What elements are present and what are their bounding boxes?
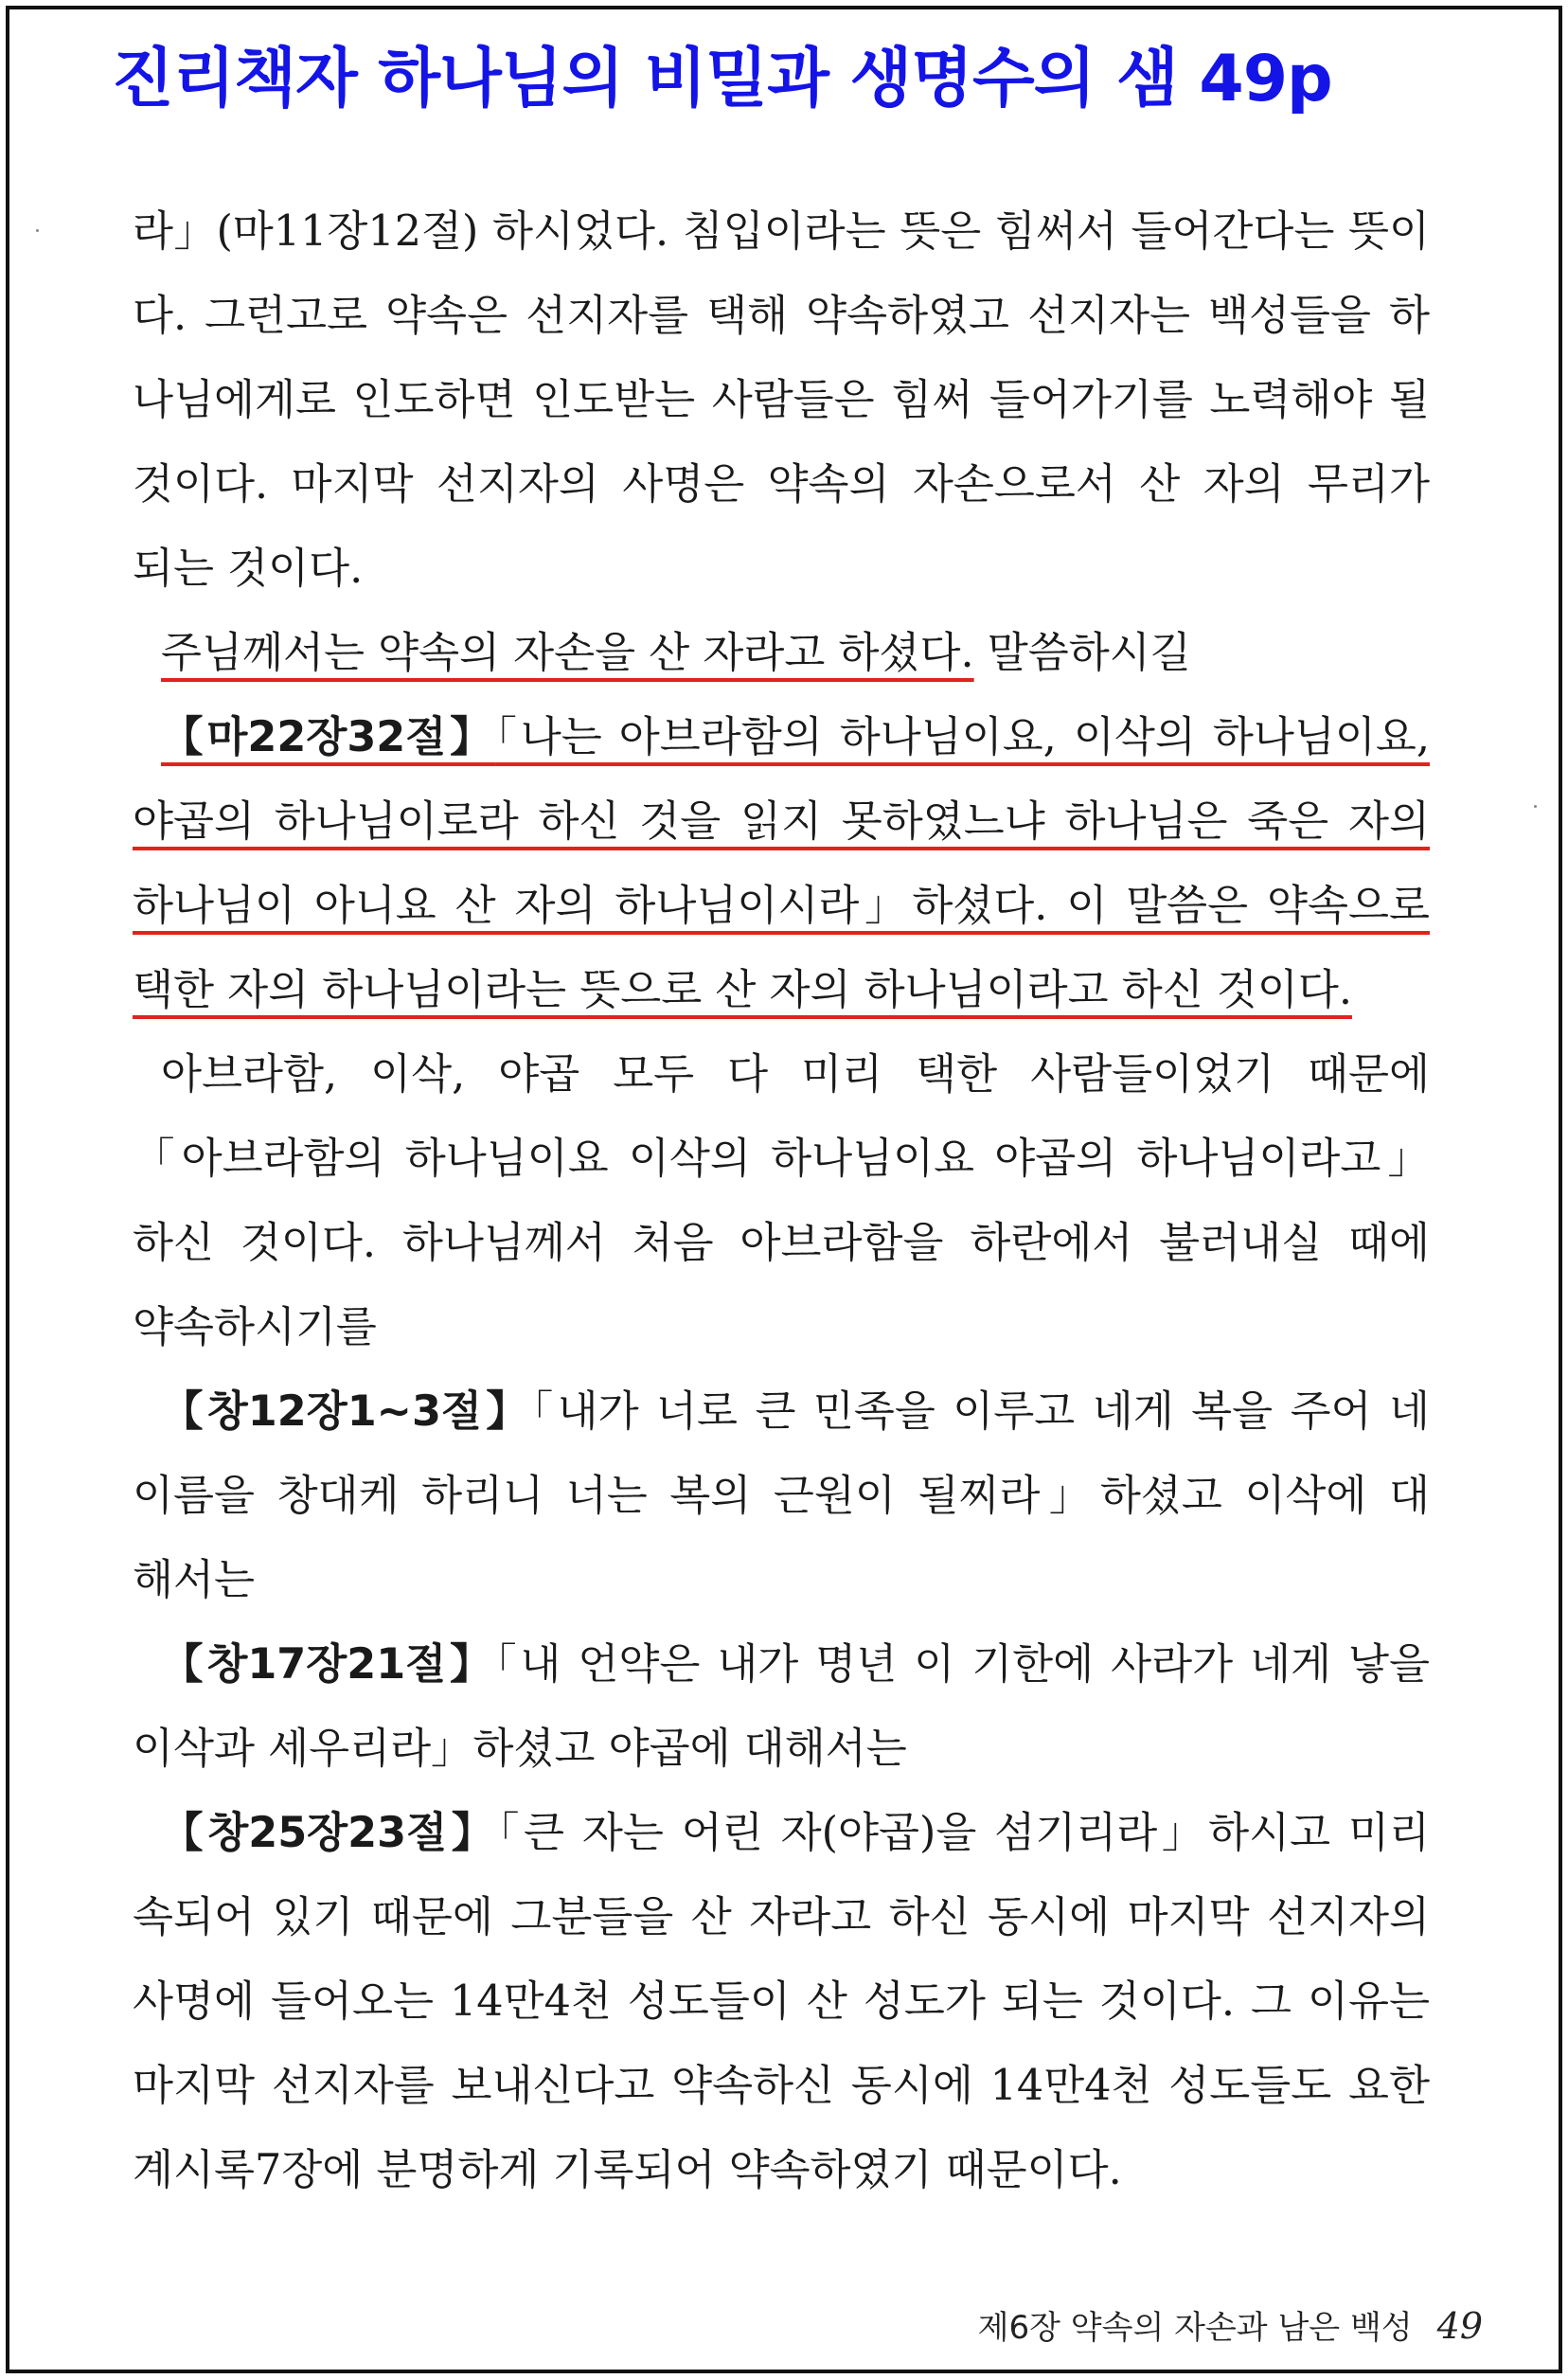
footer-page-number: 49 bbox=[1436, 2305, 1483, 2347]
underlined-line: 택한 자의 하나님이라는 뜻으로 산 자의 하나님이라고 하신 것이다. bbox=[133, 966, 1352, 1014]
text-line-2: 다. 그런고로 약속은 선지자를 택해 약속하였고 선지자는 백성들을 하 bbox=[133, 292, 1430, 340]
text-line-19: 이삭과 세우리라」하셨고 야곱에 대해서는 bbox=[133, 1725, 907, 1773]
text-line-21: 속되어 있기 때문에 그분들을 산 자라고 하신 동시에 마지막 선지자의 bbox=[133, 1893, 1430, 1941]
text-line-15 bbox=[133, 1369, 1430, 1454]
text-line-3: 나님에게로 인도하면 인도받는 사람들은 힘써 들어가기를 노력해야 될 bbox=[133, 376, 1430, 424]
verse-reference: 【창17장21절】 bbox=[161, 1640, 496, 1689]
verse-reference: 【창12장1~3절】 bbox=[161, 1387, 533, 1436]
text-line-6-rest: 말씀하시길 bbox=[973, 629, 1191, 677]
text-line-8 bbox=[133, 779, 1430, 864]
text-line-14: 약속하시기를 bbox=[133, 1303, 377, 1351]
text-line-18 bbox=[133, 1622, 1430, 1707]
body-text bbox=[133, 189, 1430, 2212]
text-line-11: 아브라함, 이삭, 야곱 모두 다 미리 택한 사람들이었기 때문에 bbox=[161, 1050, 1430, 1099]
verse-block-underlined bbox=[161, 713, 1430, 761]
text-line-24: 계시록7장에 분명하게 기록되어 약속하였기 때문이다. bbox=[133, 2146, 1122, 2194]
footer-chapter-title: 제6장 약속의 자손과 남은 백성 bbox=[977, 2309, 1413, 2347]
text-line-10 bbox=[133, 948, 1430, 1032]
text-line-16: 이름을 창대케 하리니 너는 복의 근원이 될찌라」하셨고 이삭에 대 bbox=[133, 1472, 1430, 1520]
scan-speck bbox=[1534, 805, 1537, 808]
verse-text: 「내가 너로 큰 민족을 이루고 네게 복을 주어 네 bbox=[532, 1387, 1430, 1436]
page-footer bbox=[978, 2301, 1483, 2348]
underlined-line: 하나님이 아니요 산 자의 하나님이시라」하셨다. 이 말씀은 약속으로 bbox=[133, 882, 1430, 930]
underlined-phrase: 주님께서는 약속의 자손을 산 자라고 하셨다. bbox=[161, 629, 974, 677]
text-line-23: 마지막 선지자를 보내신다고 약속하신 동시에 14만4천 성도들도 요한 bbox=[133, 2062, 1430, 2110]
text-line-7 bbox=[133, 695, 1430, 779]
verse-reference: 【창25장23절】 bbox=[161, 1809, 499, 1857]
verse-text: 「나는 아브라함의 하나님이요, 이삭의 하나님이요, bbox=[495, 713, 1430, 761]
text-line-13: 하신 것이다. 하나님께서 처음 아브라함을 하란에서 불러내실 때에 bbox=[133, 1219, 1430, 1267]
text-line-12: 「아브라함의 하나님이요 이삭의 하나님이요 야곱의 하나님이라고」 bbox=[133, 1135, 1430, 1183]
text-line-22: 사명에 들어오는 14만4천 성도들이 산 성도가 되는 것이다. 그 이유는 bbox=[133, 1977, 1430, 2026]
page-title: 진리책자 하나님의 비밀과 생명수의 샘 49p bbox=[112, 42, 1332, 116]
verse-text: 「큰 자는 어린 자(야곱)을 섬기리라」하시고 미리 bbox=[498, 1809, 1430, 1857]
page-frame bbox=[6, 6, 1562, 2373]
scan-speck bbox=[36, 229, 39, 232]
underlined-line: 야곱의 하나님이로라 하신 것을 읽지 못하였느냐 하나님은 죽은 자의 bbox=[133, 797, 1430, 846]
text-line-20 bbox=[133, 1791, 1430, 1875]
text-line-17: 해서는 bbox=[133, 1556, 255, 1604]
verse-reference: 【마22장32절】 bbox=[161, 713, 496, 761]
text-line-6 bbox=[133, 611, 1430, 695]
text-line-5: 되는 것이다. bbox=[133, 545, 364, 593]
text-line-9 bbox=[133, 864, 1430, 948]
verse-text: 「내 언약은 내가 명년 이 기한에 사라가 네게 낳을 bbox=[495, 1640, 1430, 1689]
text-line-4: 것이다. 마지막 선지자의 사명은 약속의 자손으로서 산 자의 무리가 bbox=[133, 460, 1430, 509]
text-line-1: 라」(마11장12절) 하시었다. 침입이라는 뜻은 힘써서 들어간다는 뜻이 bbox=[133, 207, 1430, 256]
